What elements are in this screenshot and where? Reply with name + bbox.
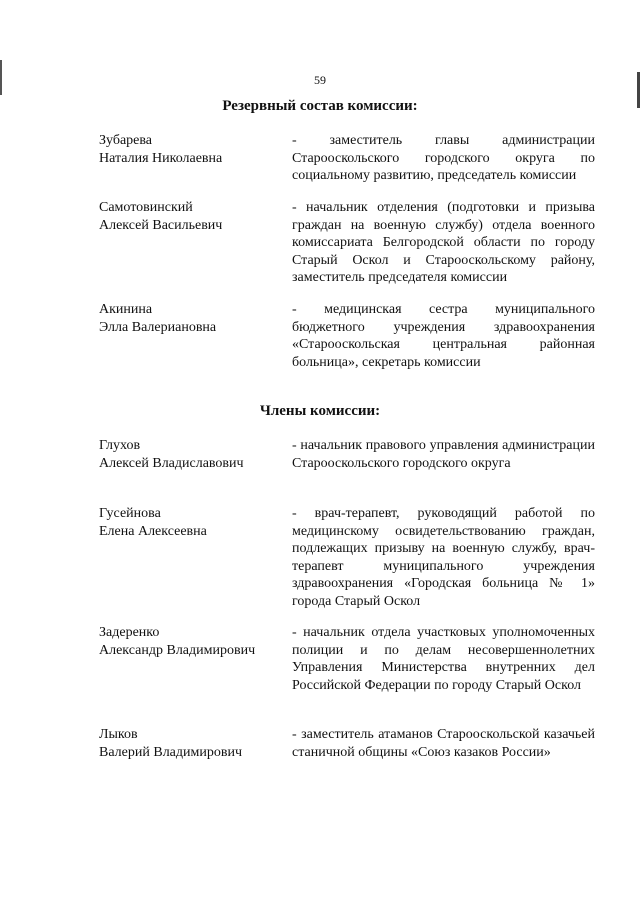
person-given-name: Наталия Николаевна [99,150,223,166]
person-given-name: Элла Валериановна [99,319,217,335]
person-name [99,505,279,540]
members-heading: Члены комиссии: [259,403,381,419]
person-surname: Акинина [99,302,153,317]
person-surname: Глухов [99,438,141,453]
person-surname: Лыков [99,727,138,742]
person-given-name: Алексей Владиславович [99,455,244,471]
person-given-name: Александр Владимирович [99,642,256,658]
person-surname: Гусейнова [99,506,161,521]
person-role: - начальник правового управления администрации Старооскольского городского округа [292,438,595,471]
page-number: 59 [314,73,326,87]
person-surname: Задеренко [99,625,160,640]
reserve-heading: Резервный состав комиссии: [222,98,418,114]
person-given-name: Алексей Васильевич [99,217,223,233]
person-name [99,624,279,659]
person-given-name: Валерий Владимирович [99,744,243,760]
person-role: - медицинская сестра муниципального бюджетного учреждения здравоохранения «Старооскольская центральная районная больница», секретарь комиссии [292,302,595,370]
person-name [99,726,279,761]
person-role: - начальник отделения (подготовки и призыва граждан на военную службу) отдела военного комиссариата Белгородской области по городу Старый Оскол и Старооскольскому району, заместитель председателя комиссии [292,200,595,285]
person-given-name: Елена Алексеевна [99,523,207,539]
person-role: - заместитель главы администрации Старооскольского городского округа по социальному развитию, председатель комиссии [292,133,595,183]
person-surname: Зубарева [99,133,153,148]
person-name [99,199,279,234]
person-role: - заместитель атаманов Старооскольской казачьей станичной общины «Союз казаков России» [292,727,595,760]
person-name [99,301,279,336]
person-role: - врач-терапевт, руководящий работой по медицинскому освидетельствованию граждан, подлежащих призыву на военную службу, врач-терапевт муниципального учреждения здравоохранения «Городская больница № 1» города Старый Оскол [292,506,595,609]
person-name [99,132,279,167]
person-name [99,437,279,472]
person-role: - начальник отдела участковых уполномоченных полиции и по делам несовершеннолетних Управления Министерства внутренних дел Российской Федерации по городу Старый Оскол [292,625,595,693]
person-surname: Самотовинский [99,200,193,215]
